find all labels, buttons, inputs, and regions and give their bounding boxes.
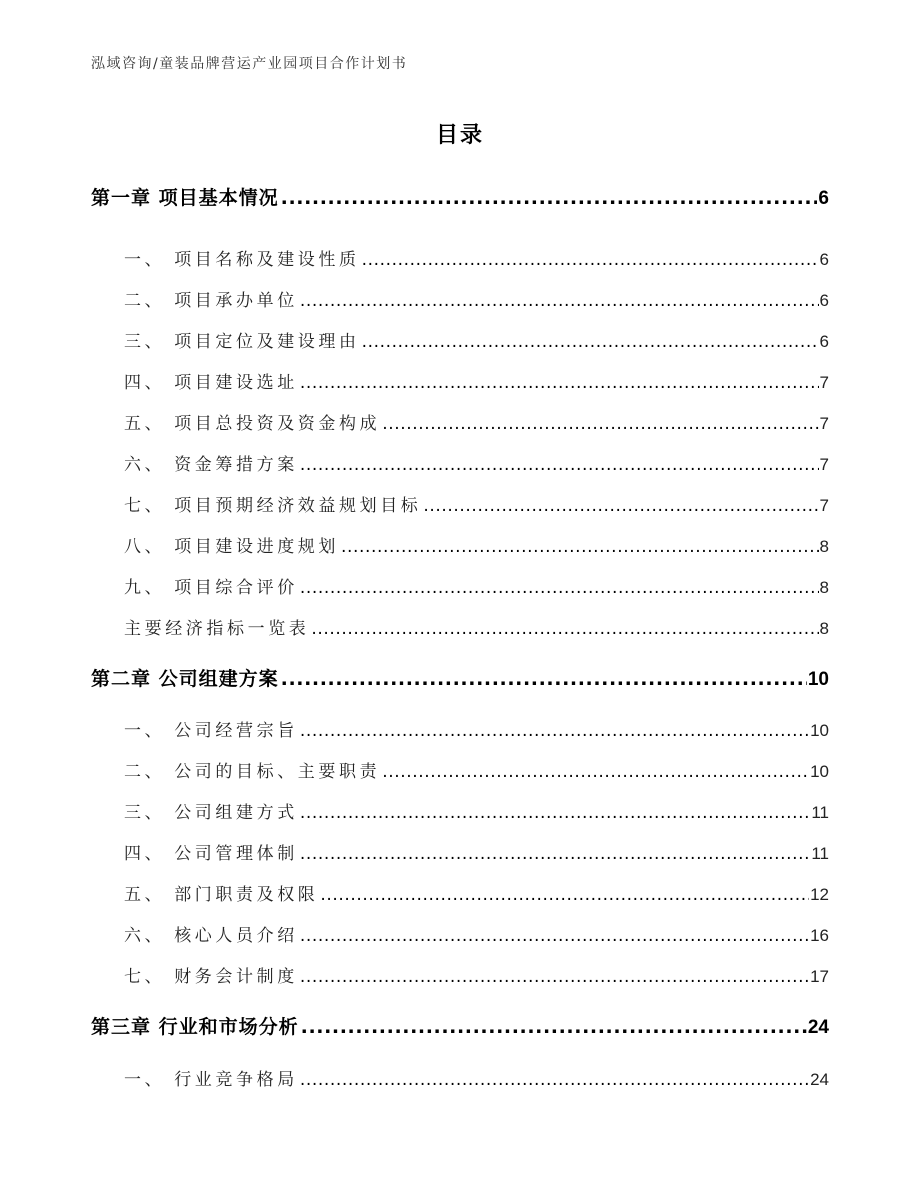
toc-page-number: 8 (819, 537, 829, 556)
dot-leader (341, 537, 819, 557)
toc-section-entry[interactable] (124, 839, 829, 864)
toc-page-number: 8 (819, 578, 829, 597)
toc-section-entry[interactable] (124, 798, 829, 823)
dot-leader (382, 414, 818, 434)
dot-leader (301, 1016, 807, 1038)
toc-section-entry[interactable] (124, 368, 829, 393)
toc-entry-label: 五、 部门职责及权限 (124, 885, 319, 905)
toc-page-number: 16 (810, 926, 829, 945)
dot-leader (300, 455, 819, 475)
toc-chapter-entry[interactable] (91, 664, 829, 691)
toc-section-entry[interactable] (124, 716, 829, 741)
dot-leader (362, 332, 819, 352)
dot-leader (300, 1070, 809, 1090)
toc-section-entry[interactable] (124, 327, 829, 352)
dot-leader (300, 578, 819, 598)
toc-section-entry[interactable] (124, 880, 829, 905)
toc-entry-label: 七、 财务会计制度 (124, 967, 298, 987)
toc-entry-label: 七、 项目预期经济效益规划目标 (124, 496, 422, 516)
dot-leader (281, 187, 818, 209)
toc-entry-label: 一、 项目名称及建设性质 (124, 250, 360, 270)
toc-page-number: 10 (810, 762, 829, 781)
toc-section-entry[interactable] (124, 757, 829, 782)
toc-chapter-entry[interactable] (91, 1012, 829, 1039)
toc-entry-label: 六、 资金筹措方案 (124, 455, 298, 475)
toc-page-number: 11 (811, 803, 829, 822)
toc-section-entry[interactable] (124, 286, 829, 311)
toc-entry-label: 第三章 行业和市场分析 (91, 1016, 299, 1038)
toc-section-entry[interactable] (124, 491, 829, 516)
toc-page-number: 7 (819, 373, 829, 392)
toc-entry-label: 第二章 公司组建方案 (91, 668, 279, 690)
toc-page-number: 6 (818, 188, 829, 209)
toc-page-number: 10 (810, 721, 829, 740)
toc-page-number: 7 (819, 496, 829, 515)
toc-section-entry[interactable] (124, 614, 829, 639)
toc-entry-label: 六、 核心人员介绍 (124, 926, 298, 946)
toc-entry-label: 主要经济指标一览表 (124, 619, 310, 639)
toc-entry-label: 五、 项目总投资及资金构成 (124, 414, 381, 434)
dot-leader (300, 844, 811, 864)
toc-page-number: 7 (819, 414, 829, 433)
toc-section-entry[interactable] (124, 409, 829, 434)
toc-section-entry[interactable] (124, 450, 829, 475)
page-title: 目录 (435, 123, 484, 148)
toc-page-number: 8 (819, 619, 829, 638)
toc-page-number: 24 (807, 1017, 829, 1038)
toc-entry-label: 二、 公司的目标、主要职责 (124, 762, 381, 782)
toc-entry-label: 三、 公司组建方式 (124, 803, 298, 823)
toc-entry-label: 四、 公司管理体制 (124, 844, 298, 864)
toc-page-number: 12 (810, 885, 829, 904)
toc-section-entry[interactable] (124, 921, 829, 946)
toc-entry-label: 九、 项目综合评价 (124, 578, 298, 598)
dot-leader (300, 967, 809, 987)
toc-page-number: 11 (811, 844, 829, 863)
toc-section-entry[interactable] (124, 1065, 829, 1090)
toc-section-entry[interactable] (124, 962, 829, 987)
toc-page-number: 6 (819, 332, 829, 351)
dot-leader (300, 926, 809, 946)
dot-leader (300, 803, 811, 823)
dot-leader (423, 496, 818, 516)
dot-leader (300, 721, 809, 741)
toc-entry-label: 一、 公司经营宗旨 (124, 721, 298, 741)
dot-leader (362, 250, 819, 270)
toc-entry-label: 一、 行业竞争格局 (124, 1070, 298, 1090)
toc-entry-label: 三、 项目定位及建设理由 (124, 332, 360, 352)
dot-leader (300, 373, 819, 393)
dot-leader (311, 619, 818, 639)
toc-section-entry[interactable] (124, 573, 829, 598)
toc-section-entry[interactable] (124, 532, 829, 557)
toc-page-number: 10 (807, 669, 829, 690)
toc-page-number: 6 (819, 250, 829, 269)
toc-page-number: 24 (810, 1070, 829, 1089)
dot-leader (320, 885, 809, 905)
toc-chapter-entry[interactable] (91, 183, 829, 210)
toc-entry-label: 二、 项目承办单位 (124, 291, 298, 311)
toc-section-entry[interactable] (124, 245, 829, 270)
toc-page-number: 17 (810, 967, 829, 986)
dot-leader (382, 762, 809, 782)
toc-page-number: 7 (819, 455, 829, 474)
toc-page-number: 6 (819, 291, 829, 310)
dot-leader (300, 291, 819, 311)
toc-entry-label: 八、 项目建设进度规划 (124, 537, 340, 557)
toc-entry-label: 四、 项目建设选址 (124, 373, 298, 393)
running-header: 泓域咨询/童装品牌营运产业园项目合作计划书 (91, 56, 408, 72)
toc-entry-label: 第一章 项目基本情况 (91, 187, 279, 209)
dot-leader (281, 668, 807, 690)
